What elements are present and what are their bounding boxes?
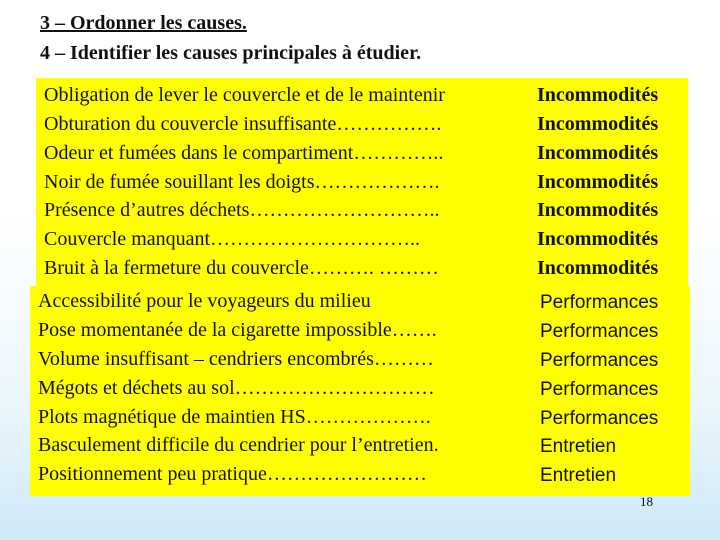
cause-text: Pose momentanée de la cigarette impossible…….	[38, 319, 437, 341]
cause-text: Accessibilité pour le voyageurs du milieu	[38, 290, 371, 312]
cause-text: Bruit à la fermeture du couvercle………. ………	[44, 257, 439, 279]
cause-category: Incommodités	[537, 171, 659, 193]
cause-text: Volume insuffisant – cendriers encombrés………	[38, 348, 434, 370]
cause-text: Mégots et déchets au sol…………………………	[38, 377, 435, 399]
cause-text: Odeur et fumées dans le compartiment…………..	[44, 142, 444, 164]
cause-category: Performances	[540, 379, 659, 400]
cause-text: Positionnement peu pratique……………………	[38, 463, 427, 485]
cause-text: Obligation de lever le couvercle et de le maintenir	[44, 84, 445, 106]
page-number: 18	[640, 494, 653, 509]
cause-category: Entretien	[540, 465, 617, 486]
cause-text: Présence d’autres déchets………………………..	[44, 199, 440, 221]
heading-step-4: 4 – Identifier les causes principales à étudier.	[40, 42, 422, 64]
cause-text: Noir de fumée souillant les doigts……………….	[44, 171, 440, 193]
slide-header	[40, 8, 421, 68]
cause-text: Obturation du couvercle insuffisante…………….	[44, 113, 442, 135]
cause-category: Incommodités	[537, 113, 659, 135]
cause-category: Performances	[540, 350, 659, 371]
heading-step-3: 3 – Ordonner les causes.	[40, 12, 247, 34]
cause-category: Incommodités	[537, 199, 659, 221]
cause-category: Performances	[540, 292, 659, 313]
cause-category: Performances	[540, 408, 659, 429]
cause-category: Incommodités	[537, 142, 659, 164]
cause-category: Incommodités	[537, 228, 659, 250]
cause-text: Couvercle manquant…………………………..	[44, 228, 421, 250]
cause-category: Entretien	[540, 436, 617, 457]
cause-category: Incommodités	[537, 257, 659, 279]
cause-category: Performances	[540, 321, 659, 342]
cause-category: Incommodités	[537, 84, 659, 106]
cause-text: Plots magnétique de maintien HS……………….	[38, 406, 431, 428]
cause-text: Basculement difficile du cendrier pour l’entretien.	[38, 434, 439, 456]
